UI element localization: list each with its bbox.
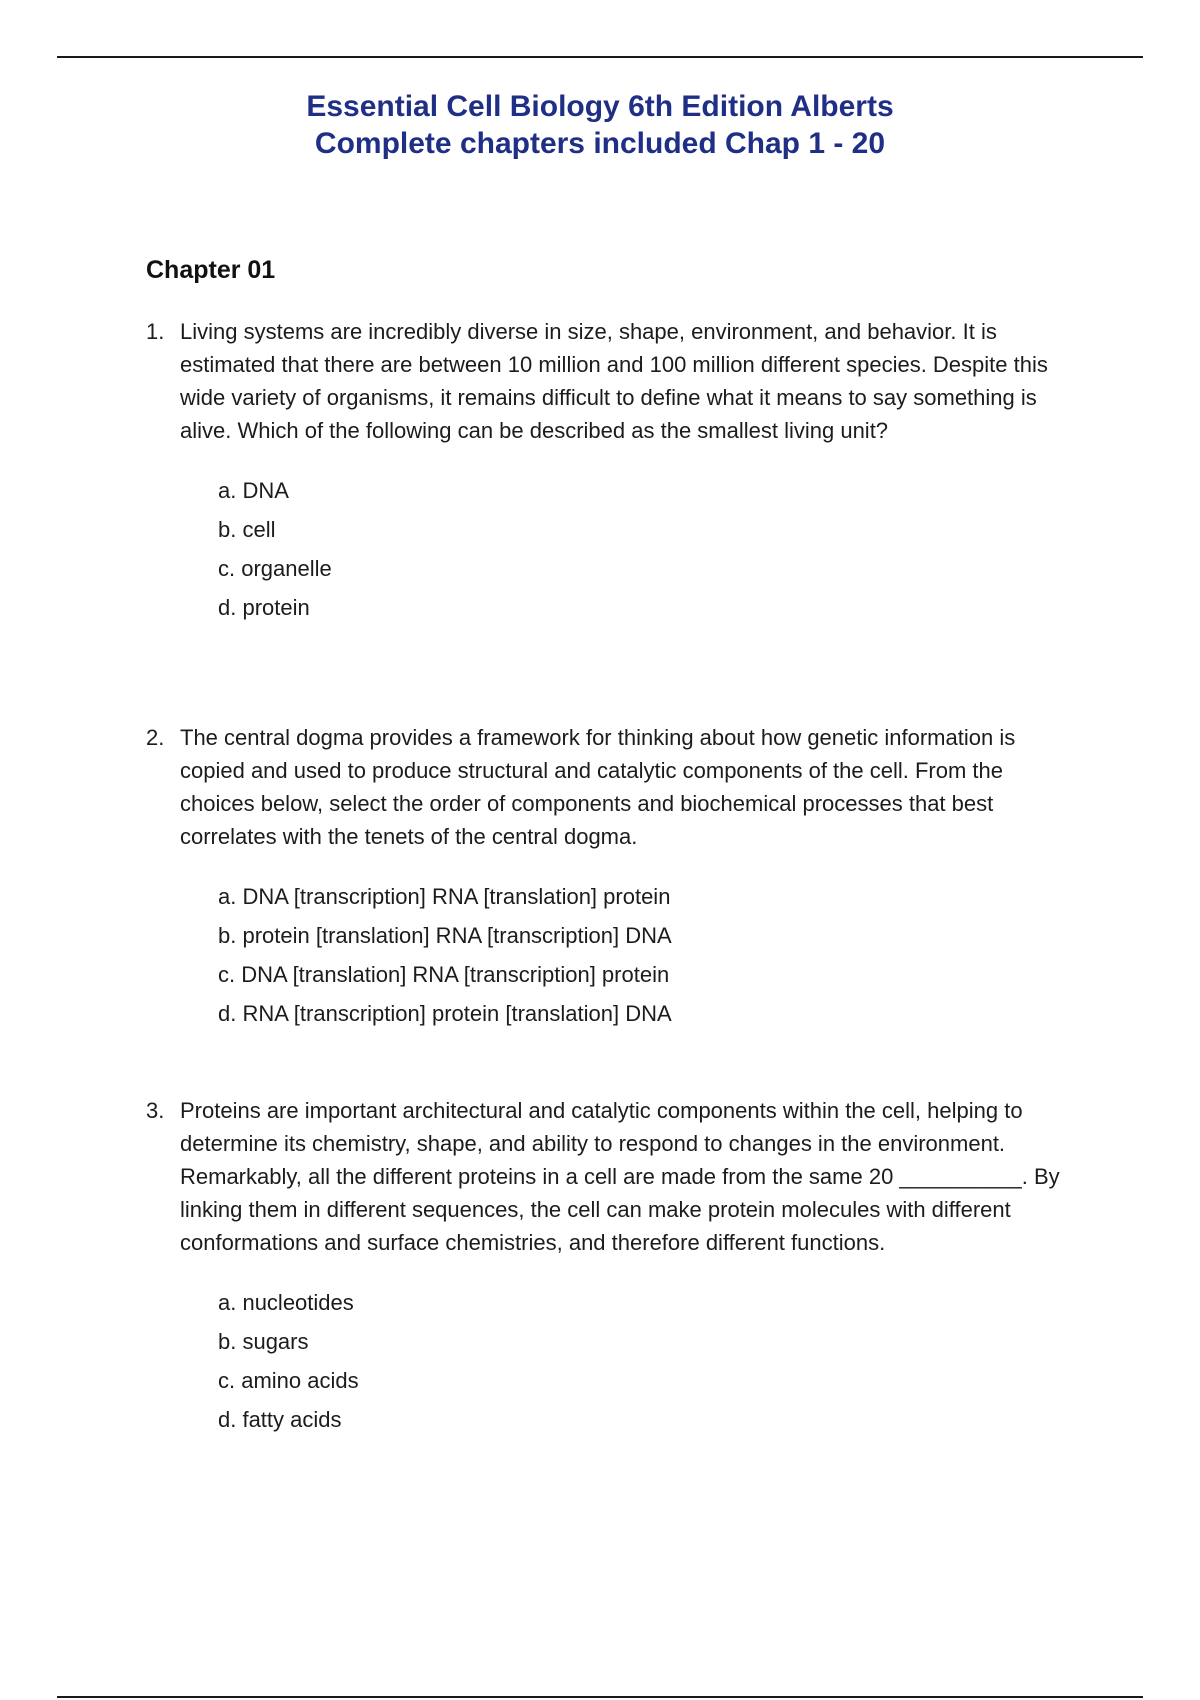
option-c: c. DNA [translation] RNA [transcription] protein: [218, 962, 670, 987]
option-d: d. protein: [218, 595, 310, 620]
question-text: Living systems are incredibly diverse in size, shape, environment, and behavior. It is estimated that there are between 10 million and 100 million different species. Despite this wide variety of organisms, it remains difficult to define what it means to say something is alive. Which of the following can be described as the smallest living unit?: [180, 319, 1048, 443]
answer-options: [218, 1283, 1066, 1439]
option-a: a. DNA [transcription] RNA [translation] protein: [218, 884, 671, 909]
option-a: a. DNA: [218, 478, 289, 503]
answer-options: [218, 877, 1066, 1033]
question-number: 3.: [146, 1098, 165, 1123]
title-line-1: Essential Cell Biology 6th Edition Alberts: [306, 90, 894, 123]
option-a: a. nucleotides: [218, 1290, 354, 1315]
option-c: c. amino acids: [218, 1368, 359, 1393]
question-text: Proteins are important architectural and catalytic components within the cell, helping to determine its chemistry, shape, and ability to respond to changes in the environment. Remarkably, all the different proteins in a cell are made from the same 20 __________. By linking them in different sequences, the cell can make protein molecules with different conformations and surface chemistries, and therefore different functions.: [180, 1098, 1060, 1255]
question-1: [146, 315, 1066, 627]
bottom-rule: [57, 1696, 1143, 1698]
option-b: b. sugars: [218, 1329, 309, 1354]
question-number: 2.: [146, 725, 165, 750]
chapter-heading: Chapter 01: [146, 256, 276, 284]
question-number: 1.: [146, 319, 165, 344]
document-title: [0, 88, 1200, 162]
question-2: [146, 721, 1066, 1033]
option-c: c. organelle: [218, 556, 332, 581]
answer-options: [218, 471, 1066, 627]
top-rule: [57, 56, 1143, 58]
question-text: The central dogma provides a framework for thinking about how genetic information is copied and used to produce structural and catalytic components of the cell. From the choices below, select the order of components and biochemical processes that best correlates with the tenets of the central dogma.: [180, 725, 1016, 849]
question-3: [146, 1094, 1066, 1439]
option-d: d. RNA [transcription] protein [translation] DNA: [218, 1001, 672, 1026]
option-b: b. cell: [218, 517, 276, 542]
option-b: b. protein [translation] RNA [transcription] DNA: [218, 923, 672, 948]
option-d: d. fatty acids: [218, 1407, 342, 1432]
title-line-2: Complete chapters included Chap 1 - 20: [314, 127, 886, 160]
